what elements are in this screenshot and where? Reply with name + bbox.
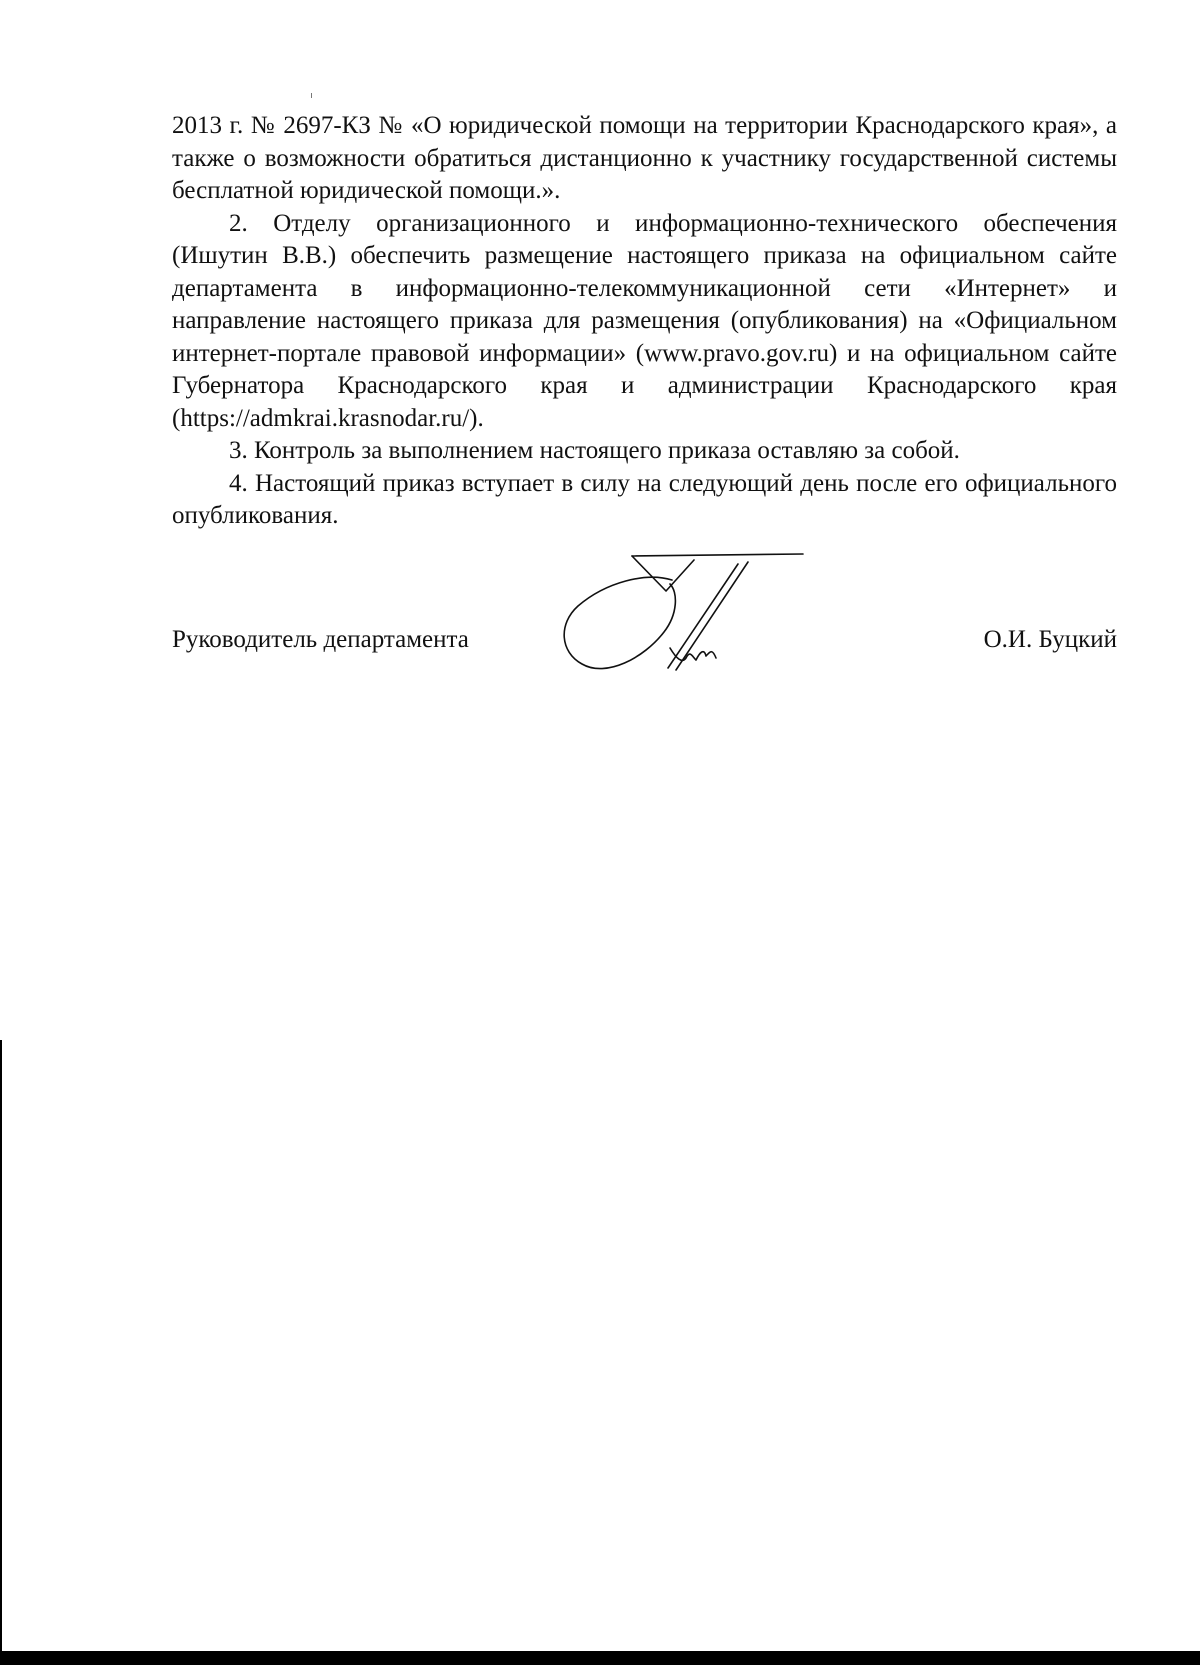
signer-name: О.И. Буцкий [983, 626, 1117, 653]
signature-top-stroke [632, 554, 803, 556]
scan-edge-bottom [0, 1651, 1200, 1665]
paragraph-2: 2. Отделу организационного и информационно-технического обеспечения (Ишутин В.В.) обеспечить размещение настоящего приказа на официальном сайте департамента в информационно-телекоммуникационной сети «Интернет» и направление настоящего приказа для размещения (опубликования) на «Официальном интернет-портале правовой информации» (www.pravo.gov.ru) и на официальном сайте Губернатора Краснодарского края и администрации Краснодарского края (https://admkrai.krasnodar.ru/). [172, 209, 1117, 432]
document-body [172, 110, 1117, 533]
signer-title: Руководитель департамента [172, 626, 469, 653]
paragraph-continuation: 2013 г. № 2697-КЗ № «О юридической помощи на территории Краснодарского края», а также о возможности обратиться дистанционно к участнику государственной системы бесплатной юридической помощи.». [172, 112, 1117, 204]
scan-mark [311, 93, 312, 98]
scan-edge-left [0, 1040, 2, 1665]
signature-loop [564, 577, 675, 668]
signature-diagonal-2 [676, 562, 748, 670]
paragraph-4: 4. Настоящий приказ вступает в силу на следующий день после его официального опубликования. [172, 469, 1117, 529]
signature-triangle [632, 556, 694, 591]
handwritten-signature [560, 548, 815, 686]
paragraph-3: 3. Контроль за выполнением настоящего приказа оставляю за собой. [229, 437, 960, 464]
